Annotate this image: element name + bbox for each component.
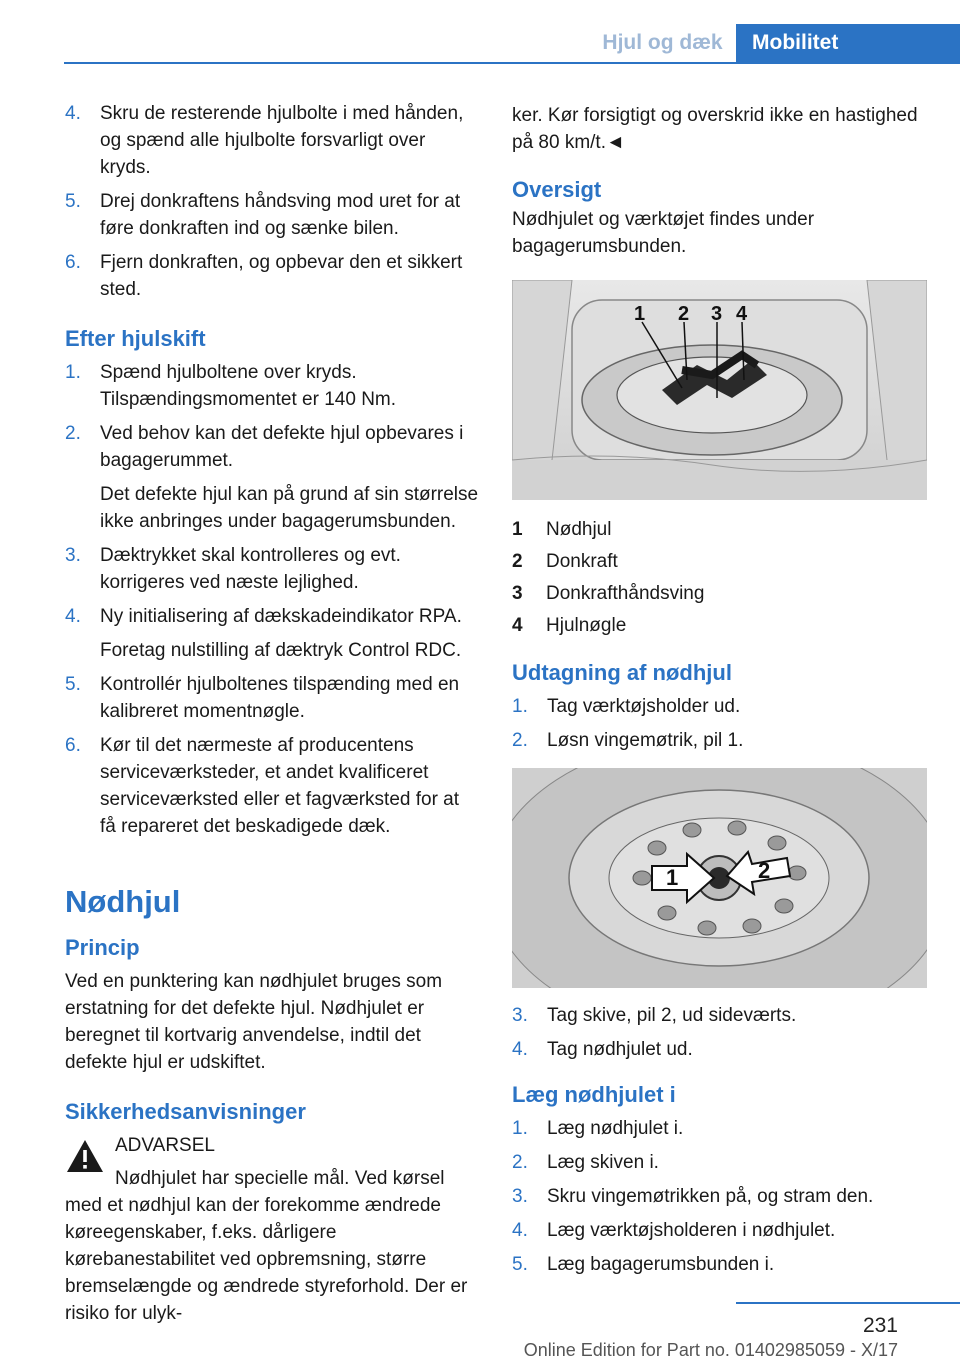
header-tab-hjul-og-daek[interactable]: Hjul og dæk (602, 31, 723, 54)
legend-number: 3 (512, 583, 523, 604)
left-column (65, 100, 480, 1327)
list-item (65, 603, 480, 630)
item-text: Ved behov kan det defekte hjul opbevares i bagagerummet. (100, 423, 464, 471)
list-item-note: Foretag nulstilling af dæktryk Control RDC. (100, 640, 462, 661)
list-item (512, 1183, 927, 1210)
heading-oversigt: Oversigt (512, 177, 602, 202)
legend-text: Donkraft (546, 551, 618, 572)
list-item (65, 188, 480, 242)
heading-nodhjul: Nødhjul (65, 884, 181, 919)
item-text: Ny initialisering af dækskadeindikator RPA. (100, 606, 462, 627)
item-number: 1. (512, 1118, 528, 1139)
item-text: Skru vingemøtrikken på, og stram den. (547, 1186, 874, 1207)
steps-top-list (65, 100, 480, 303)
warning-label: ADVARSEL (115, 1135, 215, 1156)
heading-efter-hjulskift: Efter hjulskift (65, 326, 206, 351)
fig1-label-2: 2 (678, 303, 690, 325)
item-text: Kontrollér hjulboltenes tilspænding med en kalibreret momentnøgle. (100, 674, 460, 722)
item-text: Tag nødhjulet ud. (547, 1039, 693, 1060)
udtagning-steps-list-b (512, 1002, 927, 1063)
item-number: 3. (512, 1005, 528, 1026)
list-item (65, 100, 480, 181)
efter-steps-list (65, 359, 480, 840)
item-number: 3. (65, 545, 81, 566)
item-number: 4. (512, 1039, 528, 1060)
item-number: 2. (65, 423, 81, 444)
oversigt-text: Nødhjulet og værktøjet findes under bagagerumsbunden. (512, 209, 815, 257)
list-item (512, 1115, 927, 1142)
item-text: Læg skiven i. (547, 1152, 659, 1173)
fig1-label-3: 3 (711, 303, 723, 325)
warning-text: Nødhjulet har specielle mål. Ved kørsel med et nødhjul kan der forekomme ændrede køreegenskaber, f.eks. dårligere kørebanestabilitet ved opbremsning, større bremselængde og ændrede styreforhold. Der er risiko for ulyk- (65, 1168, 468, 1324)
figure-legend (512, 516, 927, 639)
item-text: Tag skive, pil 2, ud sideværts. (547, 1005, 797, 1026)
edition-text: Online Edition for Part no. 01402985059 - X/17 (523, 1340, 898, 1360)
list-item (65, 420, 480, 474)
list-item (65, 359, 480, 413)
warning-block (65, 1132, 480, 1159)
legend-number: 1 (512, 519, 523, 540)
item-text: Læg nødhjulet i. (547, 1118, 684, 1139)
item-text: Tag værktøjsholder ud. (547, 696, 741, 717)
laeg-steps-list (512, 1115, 927, 1278)
list-item (512, 1002, 927, 1029)
heading-laeg-nodhjulet-i: Læg nødhjulet i (512, 1082, 676, 1107)
item-text: Læg bagagerumsbunden i. (547, 1254, 775, 1275)
spare-wheel-illustration (512, 768, 927, 988)
legend-text: Hjulnøgle (546, 615, 627, 636)
right-column (512, 102, 927, 1285)
item-text: Spænd hjulboltene over kryds. Tilspændingsmomentet er 140 Nm. (100, 362, 397, 410)
item-number: 2. (512, 1152, 528, 1173)
header-rule (64, 62, 960, 64)
item-number: 5. (65, 674, 81, 695)
list-item (512, 727, 927, 754)
heading-udtagning: Udtagning af nødhjul (512, 660, 732, 685)
item-text: Kør til det nærmeste af producentens serviceværksteder, et andet kvalificeret serviceværksted eller et fagværksted for at få repareret det beskadigede dæk. (100, 735, 460, 837)
list-item (512, 1149, 927, 1176)
item-text: Løsn vingemøtrik, pil 1. (547, 730, 744, 751)
item-number: 4. (65, 103, 81, 124)
continuation-text: ker. Kør forsigtigt og overskrid ikke en hastighed på 80 km/t.◄ (512, 105, 918, 153)
item-number: 1. (512, 696, 528, 717)
legend-text: Donkrafthåndsving (546, 583, 705, 604)
footer-rule (736, 1302, 960, 1304)
trunk-overview-illustration (512, 280, 927, 500)
item-number: 1. (65, 362, 81, 383)
list-item (65, 732, 480, 840)
heading-princip: Princip (65, 935, 140, 960)
item-number: 6. (65, 735, 81, 756)
item-text: Drej donkraftens håndsving mod uret for at føre donkraften ind og sænke bilen. (100, 191, 461, 239)
item-text: Dæktrykket skal kontrolleres og evt. korrigeres ved næste lejlighed. (100, 545, 401, 593)
item-text: Fjern donkraften, og opbevar den et sikkert sted. (100, 252, 463, 300)
item-number: 2. (512, 730, 528, 751)
page-number: 231 (862, 1314, 898, 1337)
warning-triangle-icon (65, 1138, 105, 1174)
legend-number: 4 (512, 615, 523, 636)
udtagning-steps-list (512, 693, 927, 754)
legend-text: Nødhjul (546, 519, 612, 540)
item-number: 5. (65, 191, 81, 212)
item-text: Skru de resterende hjulbolte i med hånden, og spænd alle hjulbolte forsvarligt over kryds. (100, 103, 464, 178)
list-item (65, 671, 480, 725)
arrow-label-2: 2 (758, 858, 771, 883)
arrow-label-1: 1 (666, 865, 679, 890)
item-text: Læg værktøjsholderen i nødhjulet. (547, 1220, 836, 1241)
item-number: 6. (65, 252, 81, 273)
heading-sikkerhedsanvisninger: Sikkerhedsanvisninger (65, 1099, 306, 1124)
item-number: 4. (65, 606, 81, 627)
fig1-label-4: 4 (736, 303, 748, 325)
legend-number: 2 (512, 551, 523, 572)
list-item (512, 1217, 927, 1244)
item-number: 5. (512, 1254, 528, 1275)
header-tab-mobilitet[interactable]: Mobilitet (736, 24, 960, 64)
list-item (65, 542, 480, 596)
list-item (512, 1036, 927, 1063)
princip-text: Ved en punktering kan nødhjulet bruges som erstatning for det defekte hjul. Nødhjulet er beregnet til kortvarig anvendelse, indtil det defekte hjul er udskiftet. (65, 971, 443, 1073)
list-item (65, 249, 480, 303)
list-item-note: Det defekte hjul kan på grund af sin størrelse ikke anbringes under bagagerumsbunden. (100, 484, 479, 532)
list-item (512, 693, 927, 720)
item-number: 3. (512, 1186, 528, 1207)
item-number: 4. (512, 1220, 528, 1241)
fig1-label-1: 1 (634, 303, 646, 325)
list-item (512, 1251, 927, 1278)
